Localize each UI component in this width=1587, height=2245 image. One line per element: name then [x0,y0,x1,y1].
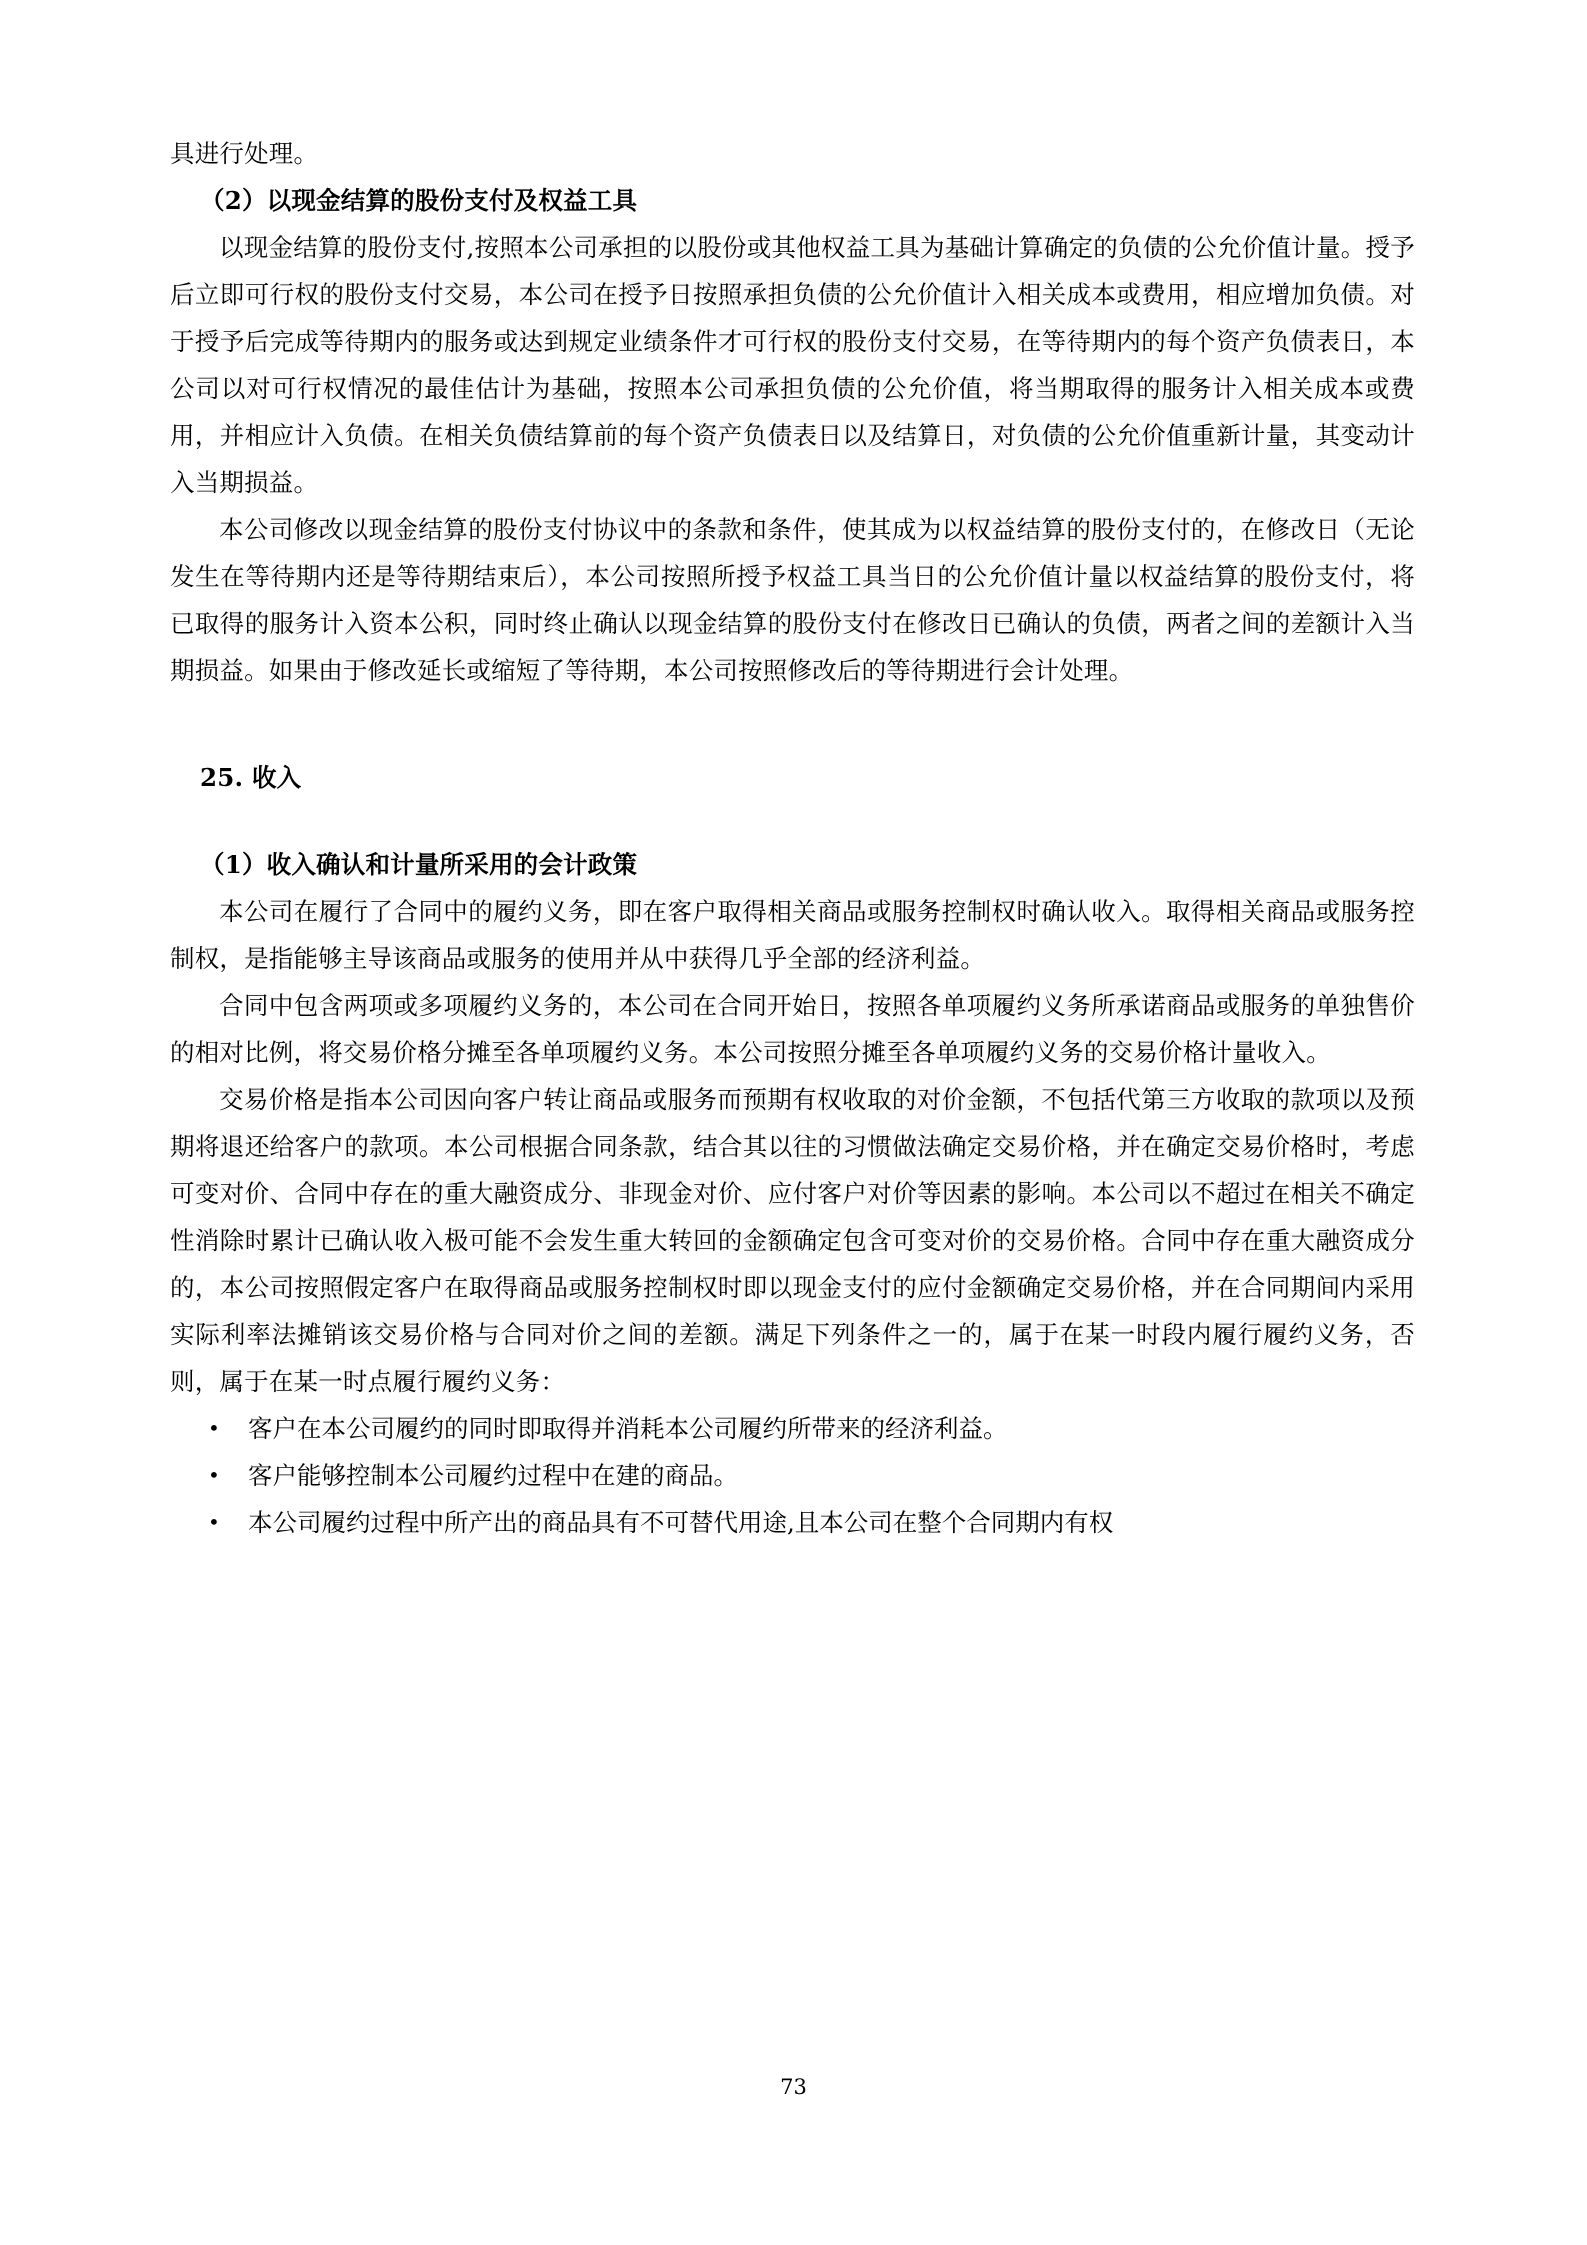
heading-cash-settled-share-payment: （2）以现金结算的股份支付及权益工具 [200,186,638,215]
page-body [170,130,1415,1546]
paragraph-transaction-price: 交易价格是指本公司因向客户转让商品或服务而预期有权收取的对价金额，不包括代第三方收取的款项以及预期将退还给客户的款项。本公司根据合同条款，结合其以往的习惯做法确定交易价格，并在确定交易价格时，考虑可变对价、合同中存在的重大融资成分、非现金对价、应付客户对价等因素的影响。本公司以不超过在相关不确定性消除时累计已确认收入极可能不会发生重大转回的金额确定包含可变对价的交易价格。合同中存在重大融资成分的，本公司按照假定客户在取得商品或服务控制权时即以现金支付的应付金额确定交易价格，并在合同期间内采用实际利率法摊销该交易价格与合同对价之间的差额。满足下列条件之一的，属于在某一时段内履行履约义务，否则，属于在某一时点履行履约义务： [170,1085,1415,1396]
paragraph-multiple-obligations: 合同中包含两项或多项履约义务的，本公司在合同开始日，按照各单项履约义务所承诺商品或服务的单独售价的相对比例，将交易价格分摊至各单项履约义务。本公司按照分摊至各单项履约义务的交易价格计量收入。 [170,991,1415,1067]
heading-section-25-revenue: 25. 收入 [200,763,302,792]
page-number: 73 [780,2075,807,2099]
heading-revenue-recognition-policy: （1）收入确认和计量所采用的会计政策 [200,850,638,879]
paragraph-continued-tool: 具进行处理。 [170,139,319,168]
paragraph-modification-to-equity-settled: 本公司修改以现金结算的股份支付协议中的条款和条件，使其成为以权益结算的股份支付的，在修改日（无论发生在等待期内还是等待期结束后），本公司按照所授予权益工具当日的公允价值计量以权益结算的股份支付，将已取得的服务计入资本公积，同时终止确认以现金结算的股份支付在修改日已确认的负债，两者之间的差额计入当期损益。如果由于修改延长或缩短了等待期，本公司按照修改后的等待期进行会计处理。 [170,515,1415,685]
paragraph-cash-settled-measurement: 以现金结算的股份支付,按照本公司承担的以股份或其他权益工具为基础计算确定的负债的公允价值计量。授予后立即可行权的股份支付交易，本公司在授予日按照承担负债的公允价值计入相关成本或费用，相应增加负债。对于授予后完成等待期内的服务或达到规定业绩条件才可行权的股份支付交易，在等待期内的每个资产负债表日，本公司以对可行权情况的最佳估计为基础，按照本公司承担负债的公允价值，将当期取得的服务计入相关成本或费用，并相应计入负债。在相关负债结算前的每个资产负债表日以及结算日，对负债的公允价值重新计量，其变动计入当期损益。 [170,233,1415,497]
bullet-list-time-period-criteria [170,1405,1415,1546]
paragraph-performance-obligation: 本公司在履行了合同中的履约义务，即在客户取得相关商品或服务控制权时确认收入。取得相关商品或服务控制权，是指能够主导该商品或服务的使用并从中获得几乎全部的经济利益。 [170,897,1415,973]
heading-gap [170,801,1415,841]
list-item: • 客户能够控制本公司履约过程中在建的商品。 [170,1452,1415,1499]
list-item: • 本公司履约过程中所产出的商品具有不可替代用途,且本公司在整个合同期内有权 [170,1499,1415,1546]
section-gap [170,694,1415,754]
list-item: • 客户在本公司履约的同时即取得并消耗本公司履约所带来的经济利益。 [170,1405,1415,1452]
